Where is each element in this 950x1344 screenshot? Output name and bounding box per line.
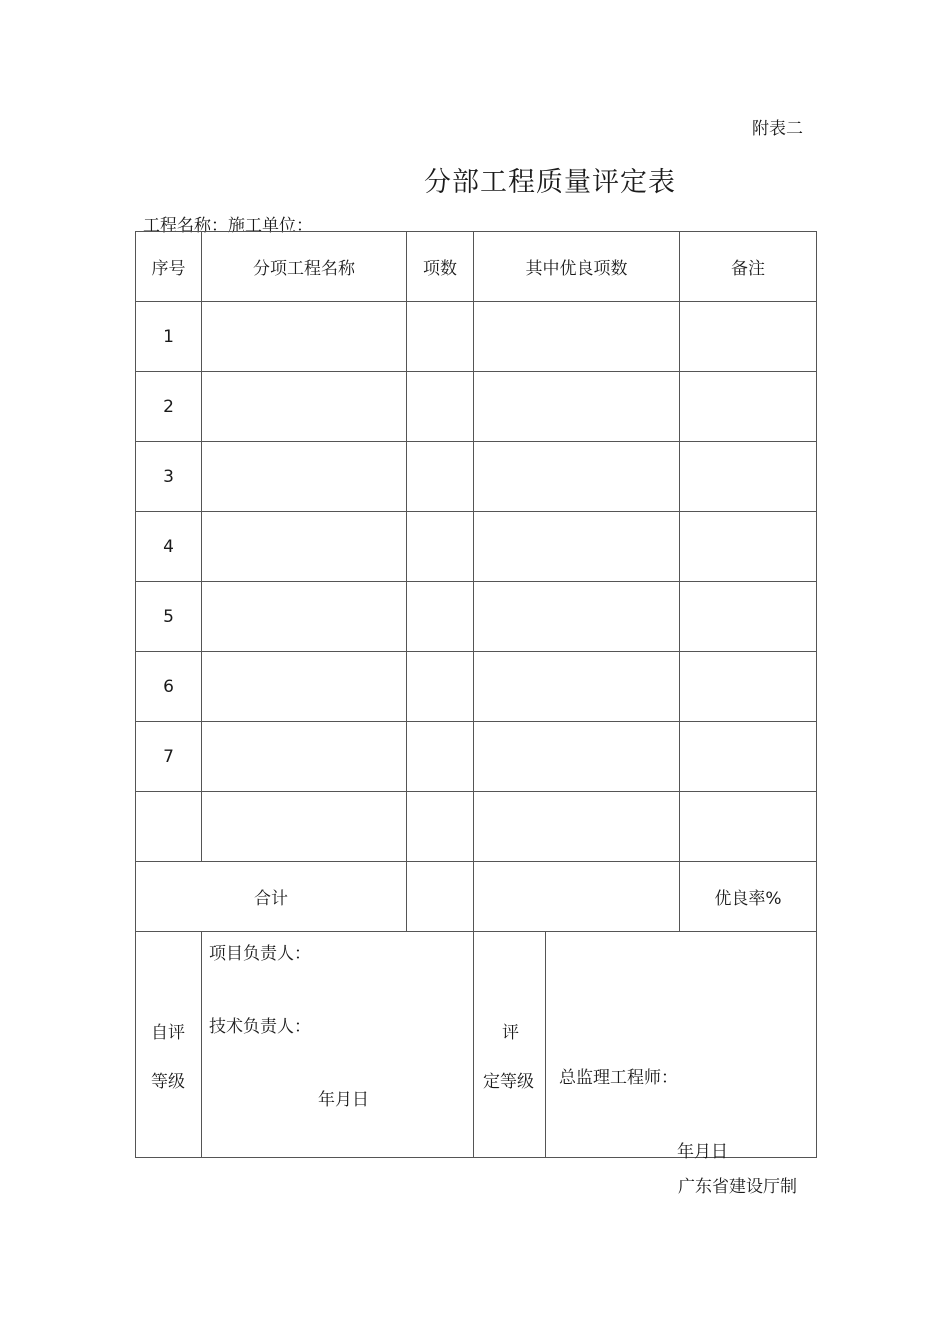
row-excellent-count-cell[interactable] (474, 582, 680, 652)
row-excellent-count-cell[interactable] (474, 372, 680, 442)
rating-label-cell (474, 932, 546, 1158)
row-remarks-cell[interactable] (680, 372, 817, 442)
table-row (136, 582, 817, 652)
excellent-rate-label: 优良率% (680, 862, 817, 932)
rating-date: 年月日 (677, 1142, 728, 1162)
self-eval-label-cell (136, 932, 202, 1158)
self-eval-label-line2: 等级 (151, 1072, 185, 1092)
page-title: 分部工程质量评定表 (424, 167, 676, 198)
header-excellent-count: 其中优良项数 (474, 232, 680, 302)
table-row (136, 722, 817, 792)
row-index (136, 792, 202, 862)
total-excellent-count-cell[interactable] (474, 862, 680, 932)
table-row (136, 302, 817, 372)
issuer-credit: 广东省建设厅制 (678, 1177, 797, 1197)
row-item-name-cell[interactable] (202, 792, 407, 862)
rating-content-cell[interactable] (546, 932, 817, 1162)
row-item-name-cell[interactable] (202, 442, 407, 512)
row-item-count-cell[interactable] (407, 722, 474, 792)
row-item-name-cell[interactable] (202, 372, 407, 442)
table-row (136, 652, 817, 722)
row-item-count-cell[interactable] (407, 652, 474, 722)
row-item-count-cell[interactable] (407, 302, 474, 372)
header-item-name: 分项工程名称 (202, 232, 407, 302)
row-index: 2 (136, 372, 202, 442)
row-excellent-count-cell[interactable] (474, 442, 680, 512)
row-item-name-cell[interactable] (202, 302, 407, 372)
table-row (136, 372, 817, 442)
row-remarks-cell[interactable] (680, 512, 817, 582)
row-excellent-count-cell[interactable] (474, 302, 680, 372)
row-excellent-count-cell[interactable] (474, 792, 680, 862)
row-item-count-cell[interactable] (407, 792, 474, 862)
row-remarks-cell[interactable] (680, 722, 817, 792)
row-index: 7 (136, 722, 202, 792)
total-label: 合计 (136, 862, 407, 932)
row-item-count-cell[interactable] (407, 372, 474, 442)
total-item-count-cell[interactable] (407, 862, 474, 932)
row-index: 6 (136, 652, 202, 722)
self-eval-content-cell[interactable] (202, 932, 474, 1158)
row-index: 5 (136, 582, 202, 652)
rating-label-line2: 定等级 (483, 1072, 534, 1092)
row-item-name-cell[interactable] (202, 582, 407, 652)
row-remarks-cell[interactable] (680, 792, 817, 862)
table-row (136, 792, 817, 862)
table-header-row (136, 232, 817, 302)
row-index: 3 (136, 442, 202, 512)
rating-label-line1: 评 (502, 1023, 519, 1043)
row-item-name-cell[interactable] (202, 652, 407, 722)
row-remarks-cell[interactable] (680, 302, 817, 372)
row-excellent-count-cell[interactable] (474, 512, 680, 582)
table-row (136, 512, 817, 582)
quality-evaluation-table (135, 231, 817, 1162)
project-lead-label: 项目负责人： (209, 944, 311, 964)
appendix-label: 附表二 (752, 119, 803, 139)
row-item-name-cell[interactable] (202, 512, 407, 582)
row-item-name-cell[interactable] (202, 722, 407, 792)
row-index: 1 (136, 302, 202, 372)
header-remarks: 备注 (680, 232, 817, 302)
self-eval-date: 年月日 (318, 1090, 369, 1110)
row-excellent-count-cell[interactable] (474, 652, 680, 722)
total-row (136, 862, 817, 932)
tech-lead-label: 技术负责人： (209, 1017, 311, 1037)
evaluation-row (136, 932, 817, 1158)
self-eval-label-line1: 自评 (151, 1023, 185, 1043)
row-item-count-cell[interactable] (407, 442, 474, 512)
row-remarks-cell[interactable] (680, 582, 817, 652)
row-item-count-cell[interactable] (407, 582, 474, 652)
row-index: 4 (136, 512, 202, 582)
header-index: 序号 (136, 232, 202, 302)
row-excellent-count-cell[interactable] (474, 722, 680, 792)
project-info-line: 工程名称：施工单位： (143, 216, 313, 236)
header-item-count: 项数 (407, 232, 474, 302)
table-row (136, 442, 817, 512)
row-item-count-cell[interactable] (407, 512, 474, 582)
chief-supervisor-label: 总监理工程师： (559, 1068, 678, 1088)
row-remarks-cell[interactable] (680, 652, 817, 722)
row-remarks-cell[interactable] (680, 442, 817, 512)
